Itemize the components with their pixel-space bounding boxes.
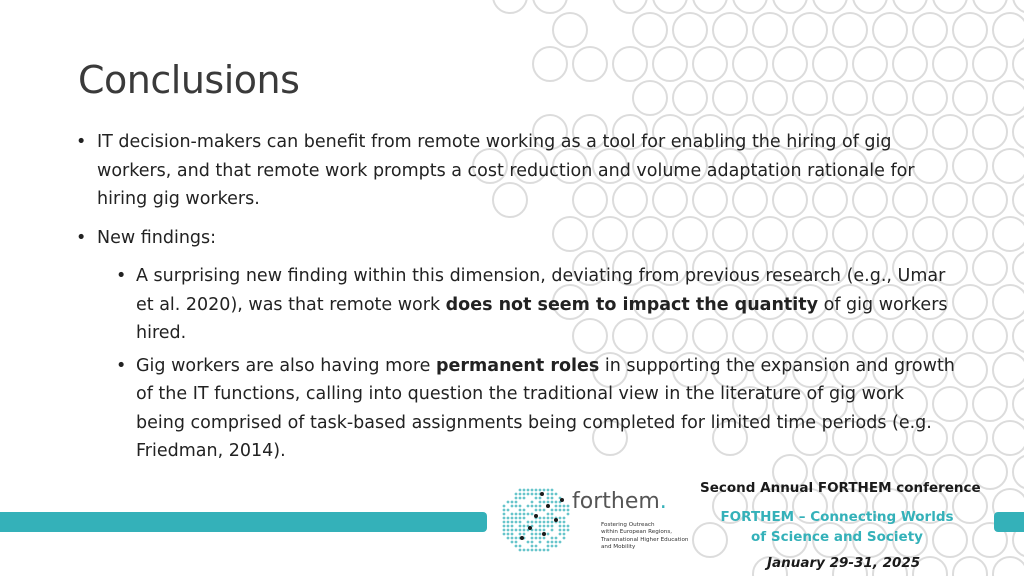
map-dot xyxy=(515,493,518,496)
map-dot xyxy=(567,505,570,508)
pattern-circle xyxy=(1013,387,1024,421)
map-dot xyxy=(503,521,506,524)
map-dot xyxy=(539,537,542,540)
conference-subtitle: FORTHEM – Connecting Worlds of Science and Society xyxy=(720,509,954,545)
map-dot xyxy=(543,489,546,492)
pattern-circle xyxy=(853,47,887,81)
map-dot xyxy=(539,497,542,500)
pattern-circle xyxy=(973,0,1007,13)
map-dot xyxy=(567,529,570,532)
map-dot xyxy=(511,537,514,540)
map-dot xyxy=(519,529,522,532)
pattern-circle xyxy=(753,81,787,115)
map-dot xyxy=(527,489,530,492)
map-city-dot xyxy=(540,492,544,496)
map-dot xyxy=(527,505,530,508)
map-dot xyxy=(531,541,534,544)
map-city-dot xyxy=(528,526,532,530)
slide-content xyxy=(76,128,956,470)
map-dot xyxy=(527,493,530,496)
map-dot xyxy=(515,537,518,540)
map-dot xyxy=(555,537,558,540)
map-dot xyxy=(535,529,538,532)
pattern-circle xyxy=(993,13,1024,47)
pattern-circle xyxy=(553,13,587,47)
map-dot xyxy=(523,497,526,500)
pattern-circle xyxy=(953,557,987,576)
map-dot xyxy=(563,533,566,536)
map-dot xyxy=(539,505,542,508)
map-dot xyxy=(567,509,570,512)
map-dot xyxy=(539,509,542,512)
map-dot xyxy=(527,513,530,516)
pattern-circle xyxy=(1013,251,1024,285)
map-dot xyxy=(555,493,558,496)
pattern-circle xyxy=(953,353,987,387)
bullet-marker: • xyxy=(116,355,127,376)
map-dot xyxy=(535,505,538,508)
map-dot xyxy=(539,517,542,520)
pattern-circle xyxy=(933,0,967,13)
pattern-circle xyxy=(853,0,887,13)
logo-tagline-line: Fostering Outreach xyxy=(601,522,655,528)
new-findings-heading: New findings: xyxy=(97,227,217,248)
map-dot xyxy=(563,517,566,520)
map-dot xyxy=(543,529,546,532)
map-dot xyxy=(519,497,522,500)
map-dot xyxy=(523,549,526,552)
map-dot xyxy=(551,489,554,492)
map-dot xyxy=(539,501,542,504)
pattern-circle xyxy=(633,13,667,47)
finding-text-part: in supporting the expansion and growth of the IT functions, calling into question the traditional view in the literature of gig work being comprised of task-based assignments being completed for limited time periods (e.g. Friedman, 2014). xyxy=(136,355,955,461)
map-dot xyxy=(511,521,514,524)
map-dot xyxy=(519,525,522,528)
map-dot xyxy=(511,517,514,520)
pattern-circle xyxy=(533,47,567,81)
pattern-circle xyxy=(913,81,947,115)
map-dot xyxy=(507,501,510,504)
finding-text-part: Gig workers are also having more xyxy=(136,355,436,376)
map-dot xyxy=(543,501,546,504)
map-dot xyxy=(507,521,510,524)
map-dot xyxy=(515,513,518,516)
map-dot xyxy=(559,505,562,508)
accent-band-right xyxy=(994,512,1024,532)
map-dot xyxy=(559,509,562,512)
map-dot xyxy=(555,501,558,504)
pattern-circle xyxy=(973,115,1007,149)
pattern-circle xyxy=(713,81,747,115)
map-dot xyxy=(543,509,546,512)
map-dot xyxy=(539,525,542,528)
conclusion-text: IT decision-makers can benefit from remote working as a tool for enabling the hiring of gig workers, and that remote work prompts a cost reduction and volume adaptation rationale for hiring gig workers. xyxy=(97,132,915,209)
map-dot xyxy=(527,541,530,544)
logo-tagline-line: and Mobility xyxy=(601,544,636,551)
finding-text xyxy=(136,356,955,462)
map-dot xyxy=(515,541,518,544)
map-dot xyxy=(531,501,534,504)
map-dot xyxy=(515,505,518,508)
map-dot xyxy=(547,513,550,516)
pattern-circle xyxy=(973,387,1007,421)
map-dot xyxy=(539,541,542,544)
map-dot xyxy=(547,501,550,504)
map-dot xyxy=(543,537,546,540)
map-dot xyxy=(535,545,538,548)
sub-bullet-item xyxy=(76,262,956,348)
map-city-dot xyxy=(554,518,558,522)
map-dot xyxy=(563,509,566,512)
map-dot xyxy=(519,517,522,520)
map-dot xyxy=(515,529,518,532)
map-dot xyxy=(551,537,554,540)
pattern-circle xyxy=(893,47,927,81)
pattern-circle xyxy=(973,319,1007,353)
map-dot xyxy=(511,529,514,532)
map-dot xyxy=(559,529,562,532)
map-dot xyxy=(551,497,554,500)
map-dot xyxy=(535,537,538,540)
map-dot xyxy=(519,489,522,492)
map-dot xyxy=(547,533,550,536)
logo-tagline xyxy=(601,522,711,552)
logo-dot: . xyxy=(659,489,667,514)
map-dot xyxy=(507,517,510,520)
map-dot xyxy=(531,513,534,516)
map-dot xyxy=(547,541,550,544)
map-dot xyxy=(507,525,510,528)
pattern-circle xyxy=(973,251,1007,285)
map-dot xyxy=(551,493,554,496)
map-dot xyxy=(547,489,550,492)
map-dot xyxy=(531,493,534,496)
map-dot xyxy=(507,509,510,512)
map-dot xyxy=(511,501,514,504)
map-dot xyxy=(539,529,542,532)
map-dot xyxy=(547,545,550,548)
pattern-circle xyxy=(993,149,1024,183)
map-dot xyxy=(551,501,554,504)
map-dot xyxy=(519,505,522,508)
pattern-circle xyxy=(993,81,1024,115)
map-dot xyxy=(535,509,538,512)
map-dot xyxy=(519,545,522,548)
map-dot xyxy=(531,505,534,508)
map-dot xyxy=(567,525,570,528)
pattern-circle xyxy=(613,47,647,81)
map-dot xyxy=(515,521,518,524)
map-dot xyxy=(519,513,522,516)
bullet-item xyxy=(76,224,956,253)
map-dot xyxy=(535,489,538,492)
map-dot xyxy=(539,533,542,536)
map-dot xyxy=(527,521,530,524)
map-dot xyxy=(551,525,554,528)
map-dot xyxy=(519,493,522,496)
pattern-circle xyxy=(953,217,987,251)
pattern-circle xyxy=(953,285,987,319)
accent-band-left xyxy=(0,512,487,532)
map-dot xyxy=(523,493,526,496)
pattern-circle xyxy=(833,13,867,47)
pattern-circle xyxy=(813,47,847,81)
pattern-circle xyxy=(933,47,967,81)
pattern-circle xyxy=(633,81,667,115)
map-dot xyxy=(547,549,550,552)
map-dot xyxy=(551,529,554,532)
pattern-circle xyxy=(953,13,987,47)
conference-dates: January 29-31, 2025 xyxy=(767,555,921,571)
forthem-logo-wordmark xyxy=(572,489,667,514)
map-dot xyxy=(547,521,550,524)
map-city-dot xyxy=(534,514,538,518)
pattern-circle xyxy=(993,217,1024,251)
pattern-circle xyxy=(733,0,767,13)
map-dot xyxy=(563,521,566,524)
pattern-circle xyxy=(1013,183,1024,217)
pattern-circle xyxy=(653,0,687,13)
map-dot xyxy=(535,521,538,524)
map-dot xyxy=(519,521,522,524)
map-dot xyxy=(551,517,554,520)
map-dot xyxy=(547,493,550,496)
map-dot xyxy=(531,537,534,540)
map-dot xyxy=(507,529,510,532)
map-dot xyxy=(519,533,522,536)
map-dot xyxy=(531,545,534,548)
map-dot xyxy=(503,517,506,520)
pattern-circle xyxy=(533,0,567,13)
map-dot xyxy=(563,529,566,532)
map-dot xyxy=(511,505,514,508)
map-dot xyxy=(547,517,550,520)
pattern-circle xyxy=(1013,115,1024,149)
map-dot xyxy=(563,525,566,528)
map-dot xyxy=(523,509,526,512)
map-dot xyxy=(503,509,506,512)
map-dot xyxy=(543,525,546,528)
pattern-circle xyxy=(1013,455,1024,489)
pattern-circle xyxy=(893,0,927,13)
pattern-circle xyxy=(973,47,1007,81)
map-dot xyxy=(523,513,526,516)
finding-emphasis: permanent roles xyxy=(436,355,600,376)
map-city-dot xyxy=(560,498,564,502)
map-dot xyxy=(563,537,566,540)
pattern-circle xyxy=(993,353,1024,387)
pattern-circle xyxy=(773,47,807,81)
map-city-dot xyxy=(546,504,550,508)
pattern-circle xyxy=(673,13,707,47)
map-dot xyxy=(535,497,538,500)
map-dot xyxy=(567,513,570,516)
pattern-circle xyxy=(993,557,1024,576)
map-dot xyxy=(535,493,538,496)
map-dot xyxy=(503,529,506,532)
pattern-circle xyxy=(973,183,1007,217)
map-dot xyxy=(523,517,526,520)
pattern-circle xyxy=(673,81,707,115)
pattern-circle xyxy=(753,13,787,47)
pattern-circle xyxy=(953,149,987,183)
pattern-circle xyxy=(573,47,607,81)
pattern-circle xyxy=(613,0,647,13)
pattern-circle xyxy=(953,421,987,455)
pattern-circle xyxy=(793,13,827,47)
map-dot xyxy=(539,489,542,492)
map-dot xyxy=(503,525,506,528)
map-dot xyxy=(507,533,510,536)
map-dot xyxy=(503,533,506,536)
map-dot xyxy=(551,521,554,524)
bullet-item xyxy=(76,128,956,214)
pattern-circle xyxy=(733,47,767,81)
map-dot xyxy=(531,489,534,492)
pattern-circle xyxy=(493,0,527,13)
bullet-marker: • xyxy=(116,266,127,286)
map-dot xyxy=(511,525,514,528)
map-dot xyxy=(563,505,566,508)
pattern-circle xyxy=(793,81,827,115)
finding-text-part: of gig workers hired. xyxy=(136,294,948,343)
map-dot xyxy=(531,533,534,536)
logo-word: forthem xyxy=(572,489,660,514)
pattern-circle xyxy=(913,13,947,47)
map-dot xyxy=(527,549,530,552)
map-city-dot xyxy=(542,532,546,536)
map-dot xyxy=(559,521,562,524)
finding-emphasis: does not seem to impact the quantity xyxy=(445,294,819,315)
finding-text-part: A surprising new finding within this dimension, deviating from previous research (e.g., Umar et al. 2020), was that remote work xyxy=(136,266,946,315)
map-dot xyxy=(523,533,526,536)
pattern-circle xyxy=(993,421,1024,455)
sub-bullet-item xyxy=(76,352,956,466)
map-dot xyxy=(547,525,550,528)
map-dot xyxy=(523,529,526,532)
map-dot xyxy=(559,533,562,536)
map-dot xyxy=(515,497,518,500)
map-dot xyxy=(523,489,526,492)
map-dot xyxy=(519,549,522,552)
map-dot xyxy=(511,533,514,536)
map-dot xyxy=(515,517,518,520)
pattern-circle xyxy=(1013,47,1024,81)
map-dot xyxy=(515,501,518,504)
map-dot xyxy=(555,509,558,512)
pattern-circle xyxy=(693,47,727,81)
bullet-marker: • xyxy=(76,227,87,248)
pattern-circle xyxy=(653,47,687,81)
map-dot xyxy=(555,545,558,548)
map-dot xyxy=(535,533,538,536)
map-dot xyxy=(515,545,518,548)
map-dot xyxy=(523,525,526,528)
map-dot xyxy=(503,505,506,508)
pattern-circle xyxy=(953,81,987,115)
map-dot xyxy=(543,517,546,520)
pattern-circle xyxy=(873,81,907,115)
map-dot xyxy=(535,549,538,552)
map-dot xyxy=(543,549,546,552)
europe-map-logo xyxy=(496,476,576,556)
logo-tagline-line: within European Regions, xyxy=(601,529,673,536)
pattern-circle xyxy=(993,285,1024,319)
map-dot xyxy=(519,509,522,512)
map-dot xyxy=(539,549,542,552)
map-dot xyxy=(551,541,554,544)
bullet-marker: • xyxy=(76,132,87,152)
logo-tagline-line: Transnational Higher Education xyxy=(601,536,689,543)
map-dot xyxy=(555,541,558,544)
map-dot xyxy=(551,509,554,512)
pattern-circle xyxy=(1013,319,1024,353)
pattern-circle xyxy=(833,81,867,115)
pattern-circle xyxy=(773,0,807,13)
map-dot xyxy=(511,513,514,516)
pattern-circle xyxy=(713,13,747,47)
map-dot xyxy=(555,505,558,508)
map-dot xyxy=(547,497,550,500)
map-dot xyxy=(559,517,562,520)
pattern-circle xyxy=(873,13,907,47)
map-dot xyxy=(543,521,546,524)
pattern-circle xyxy=(693,0,727,13)
pattern-circle xyxy=(813,0,847,13)
map-dot xyxy=(551,545,554,548)
map-city-dot xyxy=(520,536,524,540)
map-dot xyxy=(503,513,506,516)
map-dot xyxy=(551,513,554,516)
map-dot xyxy=(559,525,562,528)
map-dot xyxy=(539,521,542,524)
conference-name: Second Annual FORTHEM conference xyxy=(700,480,981,496)
map-dot xyxy=(507,537,510,540)
pattern-circle xyxy=(1013,0,1024,13)
map-dot xyxy=(531,521,534,524)
map-dot xyxy=(511,541,514,544)
slide-title: Conclusions xyxy=(78,58,300,102)
map-dot xyxy=(559,541,562,544)
map-dot xyxy=(531,549,534,552)
finding-text xyxy=(136,266,948,343)
